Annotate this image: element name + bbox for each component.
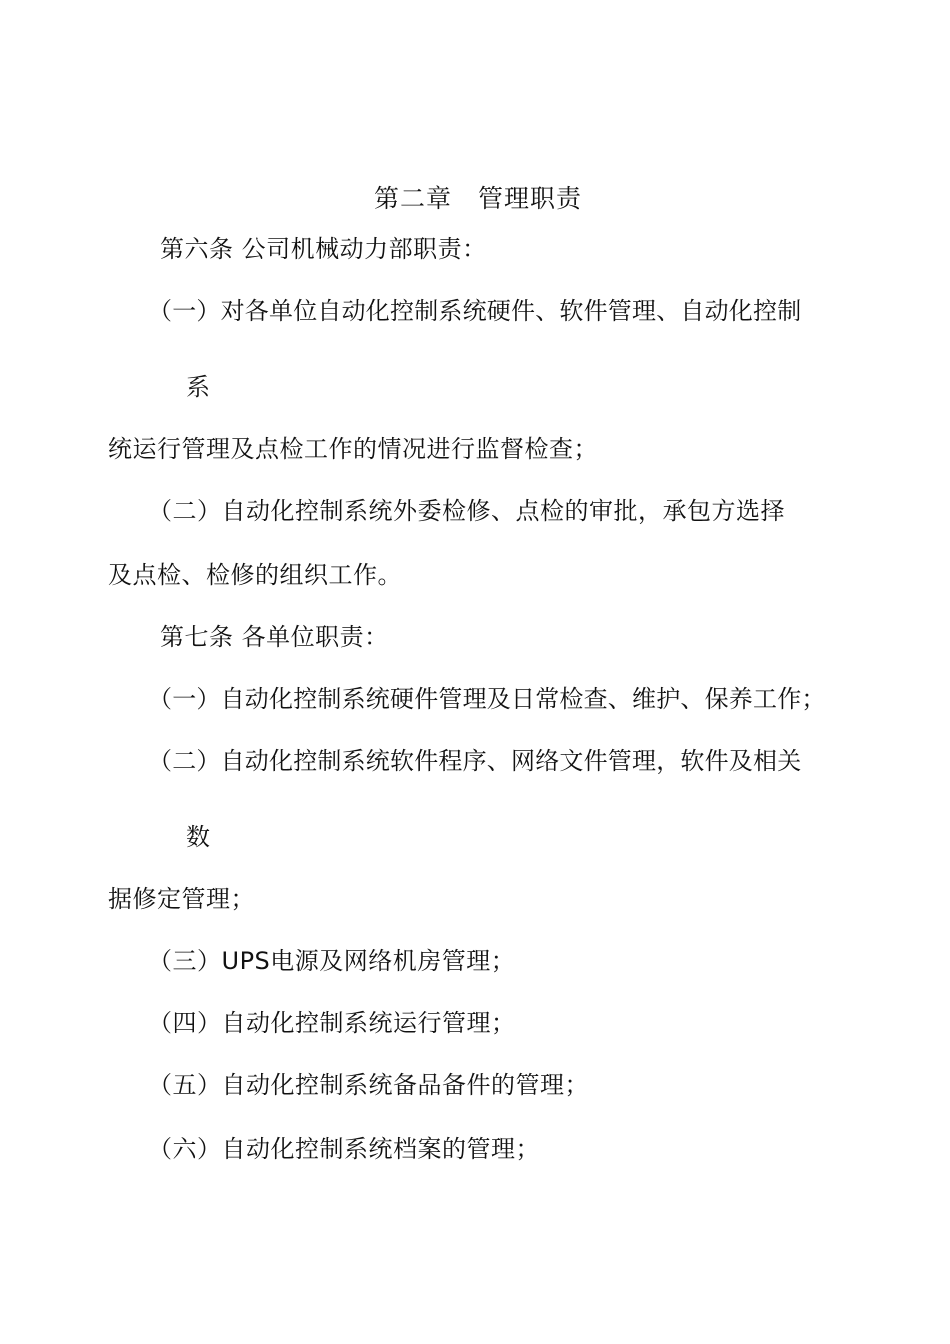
article-7-item-3: （三）UPS电源及网络机房管理； bbox=[148, 947, 516, 975]
article-7-item-2-wrap: 数 bbox=[186, 823, 211, 851]
article-6-item-1-wrap: 系 bbox=[186, 373, 211, 401]
article-7-item-5: （五）自动化控制系统备品备件的管理； bbox=[148, 1071, 589, 1099]
article-7-item-2: （二）自动化控制系统软件程序、网络文件管理，软件及相关 bbox=[148, 747, 802, 775]
article-6-item-1-cont: 统运行管理及点检工作的情况进行监督检查； bbox=[108, 435, 598, 463]
article-7-item-6: （六）自动化控制系统档案的管理； bbox=[148, 1135, 540, 1163]
chapter-title: 第二章 管理职责 bbox=[374, 184, 583, 213]
article-7-item-4: （四）自动化控制系统运行管理； bbox=[148, 1009, 516, 1037]
article-7-item-2-cont: 据修定管理； bbox=[108, 885, 255, 913]
article-6-item-1: （一）对各单位自动化控制系统硬件、软件管理、自动化控制 bbox=[148, 297, 802, 325]
article-7-item-1: （一）自动化控制系统硬件管理及日常检查、维护、保养工作； bbox=[148, 685, 826, 713]
article-6-item-2: （二）自动化控制系统外委检修、点检的审批，承包方选择 bbox=[148, 497, 785, 525]
article-7-heading: 第七条 各单位职责： bbox=[160, 623, 389, 651]
article-6-item-2-cont: 及点检、检修的组织工作。 bbox=[108, 561, 402, 589]
article-6-heading: 第六条 公司机械动力部职责： bbox=[160, 235, 487, 263]
